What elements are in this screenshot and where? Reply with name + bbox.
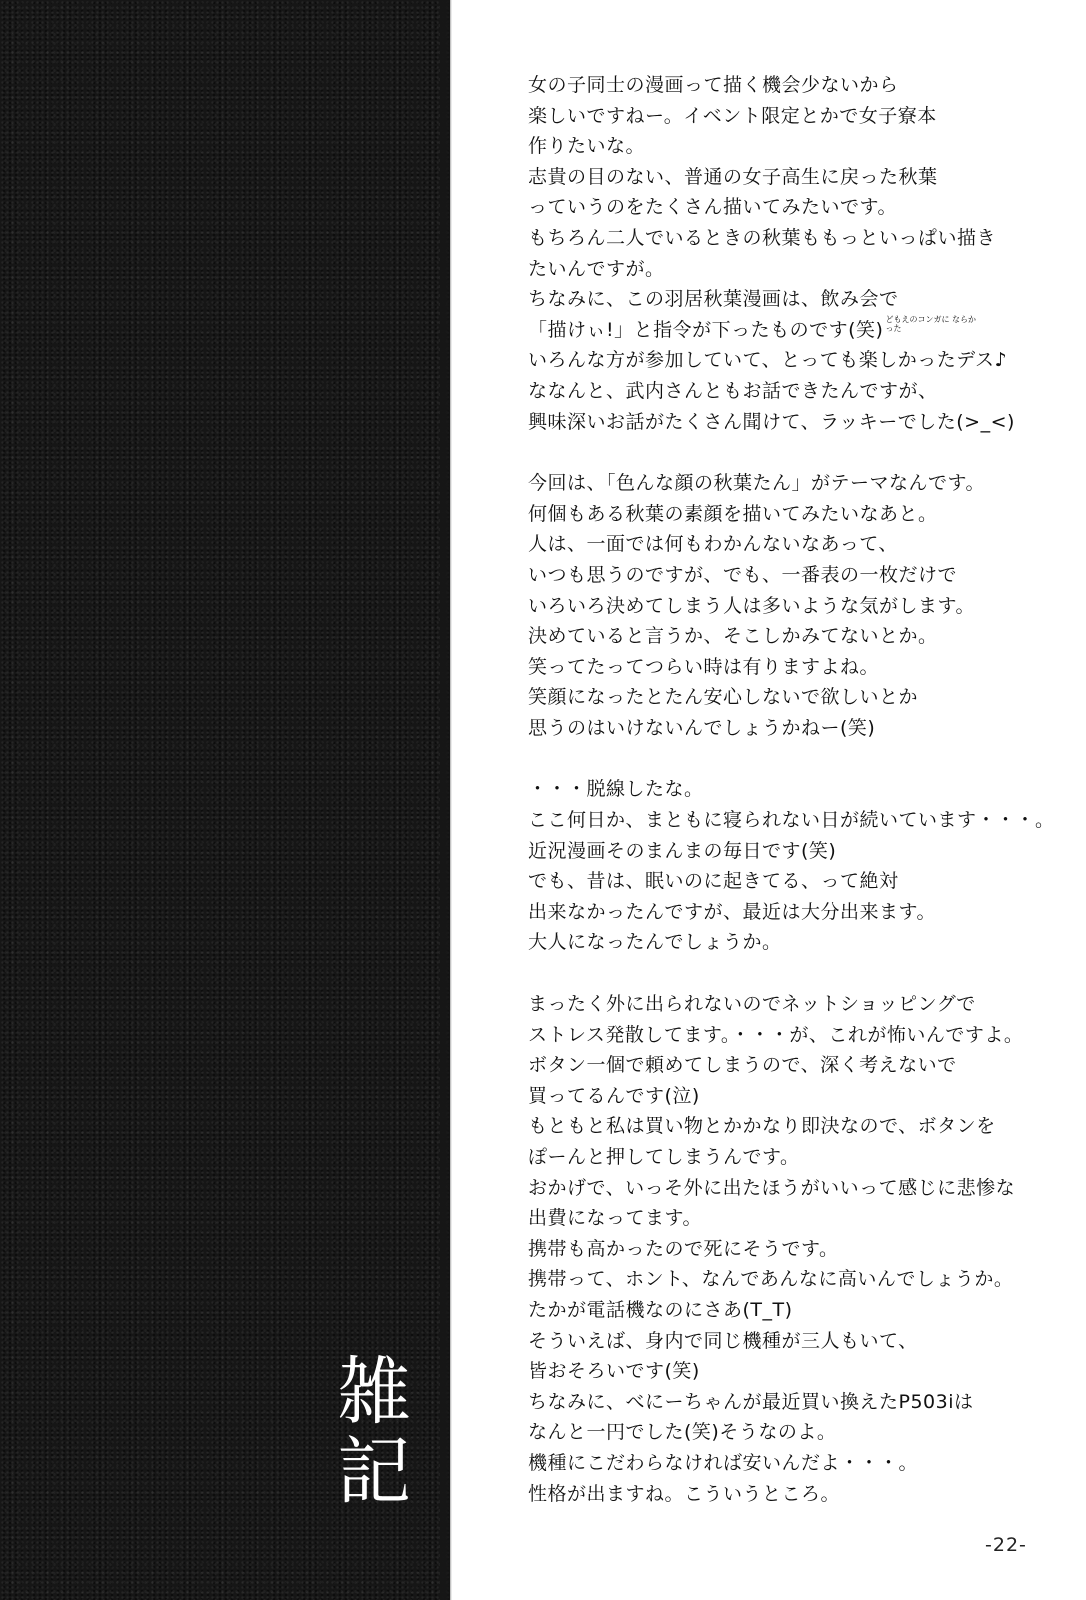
text-line: 笑顔になったとたん安心しないで欲しいとか: [528, 686, 919, 709]
paragraph-4: [528, 989, 1048, 1509]
panel-edge: [440, 0, 452, 1600]
text-line: たいんですが。: [528, 257, 665, 280]
text-line: ななんと、武内さんともお話できたんですが、: [528, 379, 938, 402]
text-line: たかが電話機なのにさあ(T_T): [528, 1298, 793, 1321]
paragraph-2: [528, 468, 1048, 743]
text-line: ここ何日か、まともに寝られない日が続いています・・・。: [528, 809, 1055, 832]
text-line: 機種にこだわらなければ安いんだよ・・・。: [528, 1451, 919, 1474]
text-line: 楽しいですねー。イベント限定とかで女子寮本: [528, 104, 937, 127]
text-line: でも、昔は、眠いのに起きてる、って絶対: [528, 870, 899, 893]
text-line: まったく外に出られないのでネットショッピングで: [528, 993, 976, 1016]
text-line: 出費になってます。: [528, 1207, 702, 1230]
text-line: 「描けぃ!」と指令が下ったものです(笑): [528, 318, 884, 341]
text-line: ぽーんと押してしまうんです。: [528, 1146, 800, 1168]
text-line: いつも思うのですが、でも、一番表の一枚だけで: [528, 563, 958, 586]
text-line: ストレス発散してます。・・・が、これが怖いんですよ。: [528, 1023, 1024, 1046]
text-line: ボタン一個で頼めてしまうので、深く考えないで: [528, 1054, 957, 1077]
text-line: 携帯って、ホント、なんであんなに高いんでしょうか。: [528, 1268, 1014, 1291]
text-line: 皆おそろいです(笑): [528, 1360, 700, 1383]
paragraph-1: [528, 70, 1048, 437]
text-line: ちなみに、この羽居秋葉漫画は、飲み会で: [528, 288, 899, 311]
text-line: 笑ってたってつらい時は有りますよね。: [528, 655, 880, 678]
text-line: おかげで、いっそ外に出たほうがいいって感じに悲惨な: [528, 1176, 1016, 1199]
text-line: 近況漫画そのまんまの毎日です(笑): [528, 839, 837, 862]
text-line: 大人になったんでしょうか。: [528, 931, 782, 954]
text-line: 志貴の目のない、普通の女子高生に戻った秋葉: [528, 165, 938, 188]
text-line: 何個もある秋葉の素顔を描いてみたいなあと。: [528, 502, 938, 525]
text-line: 思うのはいけないんでしょうかねー(笑): [528, 716, 876, 739]
page-title: 雑記: [325, 1352, 411, 1512]
text-line: もちろん二人でいるときの秋葉ももっといっぱい描き: [528, 226, 997, 249]
text-line: ちなみに、べにーちゃんが最近買い換えたP503iは: [528, 1390, 974, 1413]
text-line: 女の子同士の漫画って描く機会少ないから: [528, 74, 899, 96]
text-line: 出来なかったんですが、最近は大分出来ます。: [528, 900, 936, 923]
text-line: いろんな方が参加していて、とっても楽しかったデス♪: [528, 349, 1008, 372]
text-line: 人は、一面では何もわかんないなあって、: [528, 533, 898, 556]
text-line: そういえば、身内で同じ機種が三人もいて、: [528, 1329, 918, 1352]
handwritten-side-note: どもえのコンガに ならかった: [885, 314, 976, 333]
text-line: 決めていると言うか、そこしかみてないとか。: [528, 625, 938, 648]
text-line: ・・・脱線したな。: [528, 778, 704, 801]
text-line: っていうのをたくさん描いてみたいです。: [528, 196, 897, 219]
text-line: いろいろ決めてしまう人は多いような気がします。: [528, 594, 975, 617]
page-number: -22-: [985, 1534, 1027, 1556]
essay-body: [528, 70, 1055, 1540]
text-line: なんと一円でした(笑)そうなのよ。: [528, 1421, 837, 1444]
text-line: 買ってるんです(泣): [528, 1084, 700, 1107]
text-line: もともと私は買い物とかかなり即決なので、ボタンを: [528, 1115, 996, 1138]
text-line: 作りたいな。: [528, 135, 646, 158]
text-line: 性格が出ますね。こういうところ。: [528, 1482, 841, 1505]
text-line: 携帯も高かったので死にそうです。: [528, 1237, 839, 1260]
text-line: 今回は、「色んな顔の秋葉たん」がテーマなんです。: [528, 472, 985, 495]
paragraph-3: [528, 774, 1055, 958]
text-line: 興味深いお話がたくさん聞けて、ラッキーでした(>_<): [528, 410, 1015, 433]
text-line-with-note: [528, 315, 1048, 346]
